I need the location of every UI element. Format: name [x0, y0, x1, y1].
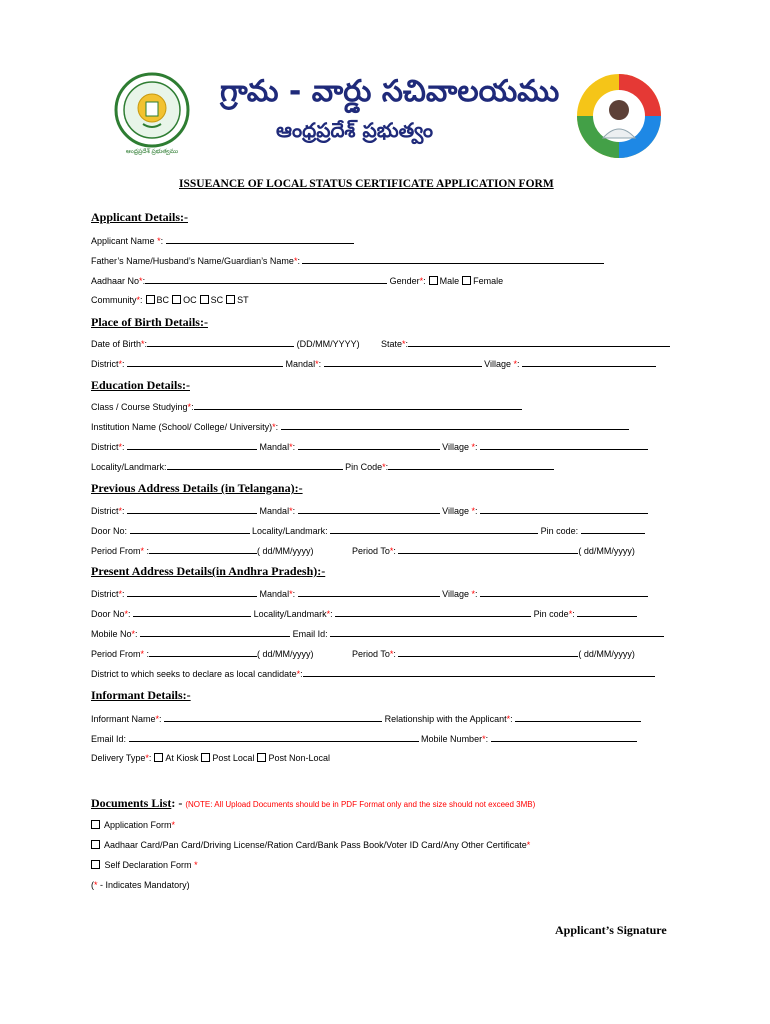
post-local-checkbox[interactable] — [201, 753, 210, 762]
birth-district-row: District*: Mandal*: Village *: — [91, 357, 656, 370]
present-district-row: District*: Mandal*: Village *: — [91, 587, 648, 600]
previous-district-row: District*: Mandal*: Village *: — [91, 504, 648, 517]
birth-state-field[interactable] — [408, 337, 670, 347]
institution-row: Institution Name (School/ College/ University)*: — [91, 420, 629, 433]
previous-district-field[interactable] — [127, 504, 257, 514]
guardian-name-field[interactable] — [302, 254, 604, 264]
previous-door-field[interactable] — [130, 524, 250, 534]
previous-from-field[interactable] — [149, 544, 257, 554]
previous-village-field[interactable] — [480, 504, 648, 514]
application-form-checkbox[interactable] — [91, 820, 100, 829]
education-details-heading: Education Details:- — [91, 378, 190, 392]
present-mobile-row: Mobile No*: Email Id: — [91, 627, 664, 640]
emblem-caption: ఆంధ్రప్రదేశ్ ప్రభుత్వము — [125, 149, 179, 155]
oc-checkbox[interactable] — [172, 295, 181, 304]
education-locality-field[interactable] — [167, 460, 343, 470]
present-mandal-field[interactable] — [298, 587, 440, 597]
class-row: Class / Course Studying*: — [91, 400, 522, 413]
education-district-field[interactable] — [127, 440, 257, 450]
documents-heading-row: Documents List: - (NOTE: All Upload Documents should be in PDF Format only and the size should not exceed 3MB) — [91, 796, 536, 810]
education-district-row: District*: Mandal*: Village *: — [91, 440, 648, 453]
education-pincode-field[interactable] — [388, 460, 554, 470]
id-proof-checkbox[interactable] — [91, 840, 100, 849]
present-from-field[interactable] — [149, 647, 257, 657]
education-village-field[interactable] — [480, 440, 648, 450]
previous-period-to-row: Period To*: ( dd/MM/yyyy) — [352, 546, 635, 556]
previous-address-heading: Previous Address Details (in Telangana):- — [91, 481, 303, 495]
present-pincode-field[interactable] — [577, 607, 637, 617]
navaratnalu-logo — [575, 72, 663, 160]
applicant-details-heading: Applicant Details:- — [91, 210, 188, 224]
present-door-row: Door No*: Locality/Landmark*: Pin code*: — [91, 607, 637, 620]
birth-mandal-field[interactable] — [324, 357, 482, 367]
present-address-heading: Present Address Details(in Andhra Pradesh):- — [91, 564, 326, 578]
community-row: Community*: BC OC SC ST — [91, 295, 249, 305]
applicant-name-field[interactable] — [166, 234, 354, 244]
birth-state-row: State*: — [381, 337, 670, 350]
declare-district-row: District to which seeks to declare as local candidate*: — [91, 667, 655, 680]
form-title: ISSUEANCE OF LOCAL STATUS CERTIFICATE APPLICATION FORM — [179, 178, 554, 190]
aadhaar-field[interactable] — [145, 274, 387, 284]
applicant-name-row: Applicant Name *: — [91, 234, 354, 247]
previous-mandal-field[interactable] — [298, 504, 440, 514]
class-field[interactable] — [194, 400, 522, 410]
institution-field[interactable] — [281, 420, 629, 430]
present-email-field[interactable] — [330, 627, 664, 637]
guardian-name-row: Father’s Name/Husband’s Name/Guardian’s Name*: — [91, 254, 604, 267]
birth-district-field[interactable] — [127, 357, 283, 367]
bc-checkbox[interactable] — [146, 295, 155, 304]
st-checkbox[interactable] — [226, 295, 235, 304]
document-item: Aadhaar Card/Pan Card/Driving License/Ration Card/Bank Pass Book/Voter ID Card/Any Other Certificate* — [91, 839, 530, 851]
documents-heading: Documents List — [91, 796, 172, 810]
sc-checkbox[interactable] — [200, 295, 209, 304]
present-door-field[interactable] — [133, 607, 251, 617]
present-district-field[interactable] — [127, 587, 257, 597]
aadhaar-gender-row: Aadhaar No*: Gender*: Male Female — [91, 276, 504, 286]
document-item: Self Declaration Form * — [91, 859, 198, 871]
present-village-field[interactable] — [480, 587, 648, 597]
informant-name-row: Informant Name*: Relationship with the Applicant*: — [91, 712, 641, 725]
birth-details-heading: Place of Birth Details:- — [91, 315, 208, 329]
present-to-field[interactable] — [398, 647, 578, 657]
kiosk-checkbox[interactable] — [154, 753, 163, 762]
male-checkbox[interactable] — [429, 276, 438, 285]
informant-email-field[interactable] — [129, 732, 419, 742]
telugu-subtitle: ఆంధ్రప్రదేశ్ ప్రభుత్వం — [276, 118, 433, 142]
relationship-field[interactable] — [515, 712, 641, 722]
informant-details-heading: Informant Details:- — [91, 688, 191, 702]
telugu-title: గ్రామ - వార్డు సచివాలయము — [220, 74, 560, 109]
dob-row: Date of Birth*: (DD/MM/YYYY) — [91, 339, 360, 349]
previous-period-from-row: Period From* : ( dd/MM/yyyy) — [91, 546, 314, 556]
documents-note: (NOTE: All Upload Documents should be in PDF Format only and the size should not exceed 3MB) — [185, 800, 536, 809]
previous-to-field[interactable] — [398, 544, 578, 554]
present-mobile-field[interactable] — [140, 627, 290, 637]
birth-village-field[interactable] — [522, 357, 656, 367]
previous-door-row: Door No: Locality/Landmark: Pin code: — [91, 524, 645, 537]
dob-field[interactable] — [147, 337, 294, 347]
education-mandal-field[interactable] — [298, 440, 440, 450]
informant-mobile-field[interactable] — [491, 732, 637, 742]
post-nonlocal-checkbox[interactable] — [257, 753, 266, 762]
informant-email-row: Email Id: Mobile Number*: — [91, 732, 637, 745]
mandatory-note: (* - Indicates Mandatory) — [91, 880, 190, 890]
present-period-from-row: Period From* : ( dd/MM/yyyy) — [91, 649, 314, 659]
education-locality-row: Locality/Landmark: Pin Code*: — [91, 460, 554, 473]
declare-district-field[interactable] — [303, 667, 655, 677]
previous-locality-field[interactable] — [330, 524, 538, 534]
previous-pincode-field[interactable] — [581, 524, 645, 534]
delivery-type-row: Delivery Type*: At Kiosk Post Local Post Non-Local — [91, 753, 330, 763]
present-period-to-row: Period To*: ( dd/MM/yyyy) — [352, 649, 635, 659]
self-declaration-checkbox[interactable] — [91, 860, 100, 869]
female-checkbox[interactable] — [462, 276, 471, 285]
document-item: Application Form* — [91, 819, 175, 831]
ap-emblem — [113, 72, 191, 160]
present-locality-field[interactable] — [335, 607, 531, 617]
informant-name-field[interactable] — [164, 712, 382, 722]
applicant-signature-label: Applicant’s Signature — [555, 923, 667, 937]
